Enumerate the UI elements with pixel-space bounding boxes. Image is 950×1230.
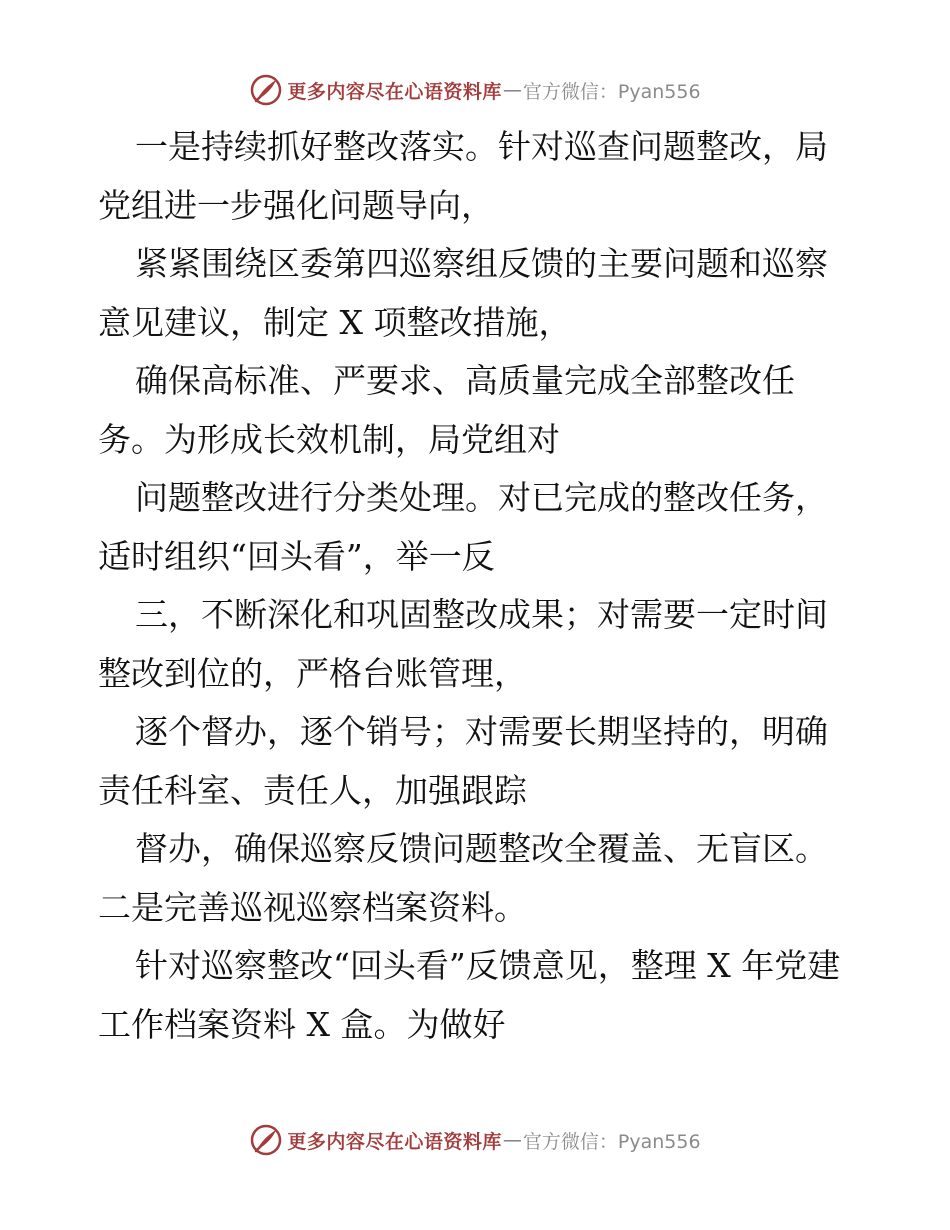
header-brand-text: 更多内容尽在心语资料库 <box>287 80 502 103</box>
paragraph-3: 确保高标准、严要求、高质量完成全部整改任务。为形成长效机制，局党组对 <box>98 361 795 459</box>
footer-watermark <box>0 1118 950 1162</box>
header-contact-text: 官方微信：Pyan556 <box>522 80 701 103</box>
footer-separator: — <box>502 1129 522 1151</box>
paragraph-1: 一是持续抓好整改落实。针对巡查问题整改，局党组进一步强化问题导向， <box>98 127 828 225</box>
quill-pen-logo-icon <box>249 73 283 107</box>
document-body <box>98 118 858 1054</box>
header-separator: — <box>502 79 522 101</box>
paragraph-4: 问题整改进行分类处理。对已完成的整改任务，适时组织“回头看”，举一反 <box>98 478 828 576</box>
paragraph-8: 针对巡察整改“回头看”反馈意见，整理 X 年党建工作档案资料 X 盒。为做好 <box>98 946 841 1044</box>
footer-contact-text: 官方微信：Pyan556 <box>522 1130 701 1153</box>
paragraph-2: 紧紧围绕区委第四巡察组反馈的主要问题和巡察意见建议，制定 X 项整改措施， <box>98 244 828 342</box>
quill-pen-logo-icon <box>249 1123 283 1157</box>
footer-brand-text: 更多内容尽在心语资料库 <box>287 1130 502 1153</box>
paragraph-5: 三，不断深化和巩固整改成果；对需要一定时间整改到位的，严格台账管理， <box>98 595 828 693</box>
paragraph-6: 逐个督办，逐个销号；对需要长期坚持的，明确责任科室、责任人，加强跟踪 <box>98 712 828 810</box>
header-watermark <box>0 68 950 112</box>
paragraph-7: 督办，确保巡察反馈问题整改全覆盖、无盲区。二是完善巡视巡察档案资料。 <box>98 829 828 927</box>
